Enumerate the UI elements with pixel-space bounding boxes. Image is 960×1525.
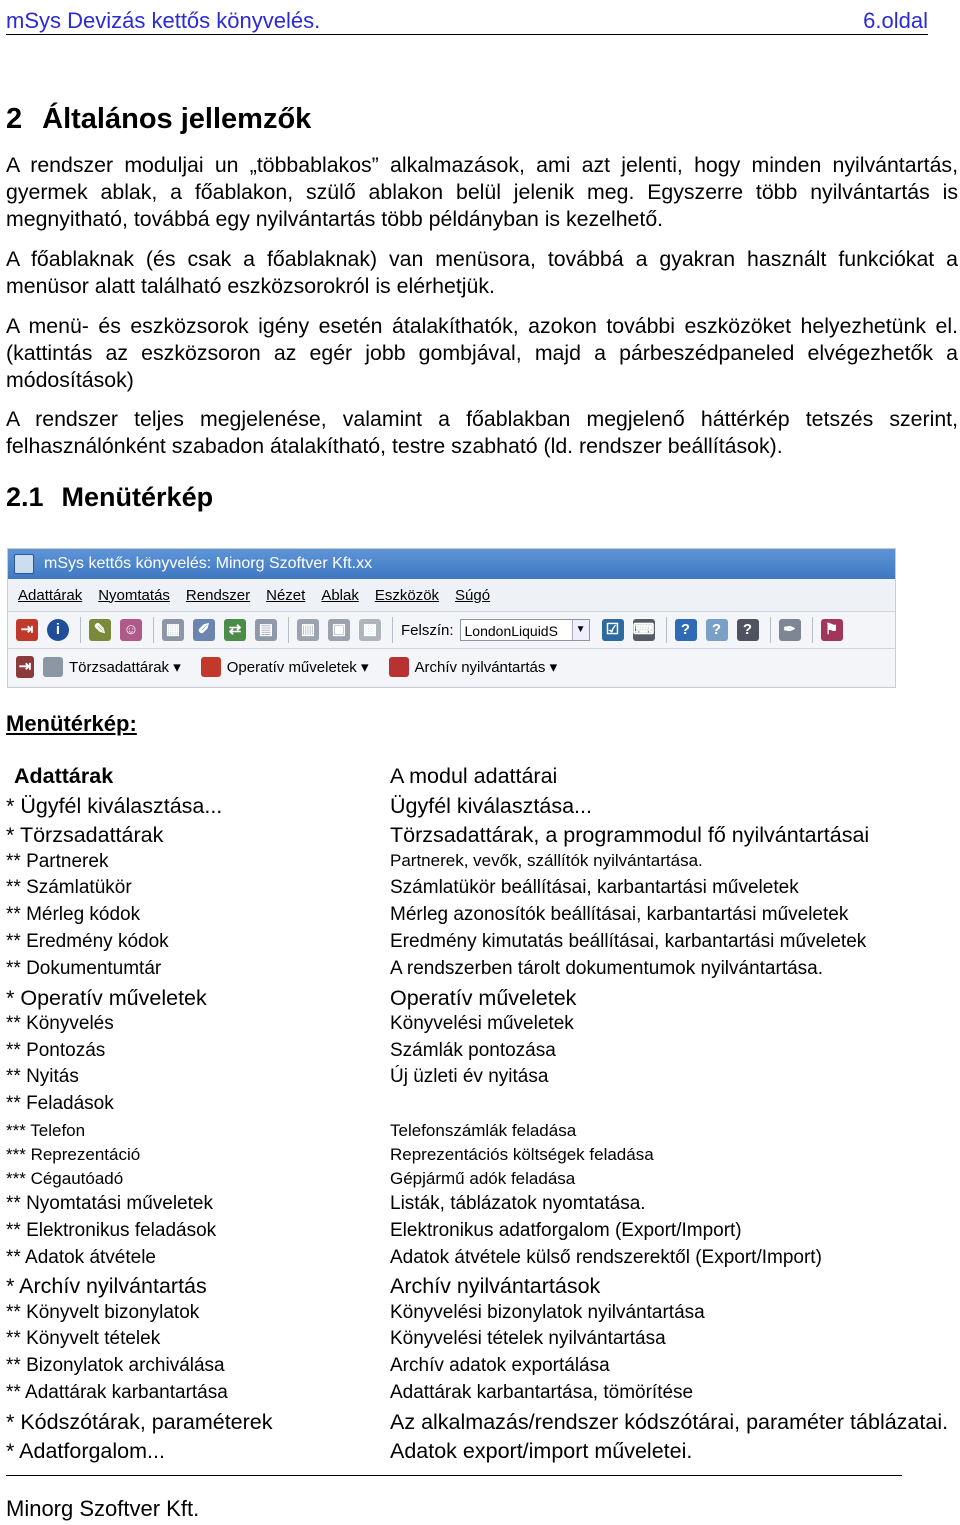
chevron-down-icon[interactable]: ▼ <box>572 620 589 640</box>
menu-item-description: Partnerek, vevők, szállítók nyilvántartása. <box>390 851 703 870</box>
help-icon[interactable]: ? <box>675 619 697 641</box>
app-icon <box>14 554 34 574</box>
menu-item-name: ** Dokumentumtár <box>6 958 162 979</box>
window-icon[interactable]: ▤ <box>255 619 277 641</box>
section-number: 2 <box>6 103 23 135</box>
menu-item-name: ** Könyvelés <box>6 1013 114 1034</box>
torzsadattarak-label: Törzsadattárak <box>69 658 170 676</box>
toolbar-separator <box>770 617 771 643</box>
torzsadattarak-button[interactable]: Törzsadattárak ▾ <box>43 657 181 677</box>
module-toolbar <box>8 649 895 685</box>
arrange-icon[interactable]: ▩ <box>359 619 381 641</box>
menu-item-name: *** Telefon <box>6 1121 86 1140</box>
header-title: mSys Devizás kettős könyvelés. <box>6 8 321 33</box>
toolbar-separator <box>812 617 813 643</box>
flag-icon[interactable]: ⚑ <box>821 619 843 641</box>
menu-item-description: Ügyfél kiválasztása... <box>390 794 592 818</box>
transfer-icon[interactable]: ⇄ <box>224 619 246 641</box>
grip-icon: ⇥ <box>16 656 34 678</box>
menu-item-name: * Archív nyilvántartás <box>6 1274 207 1298</box>
menu-item-name: * Törzsadattárak <box>6 823 164 847</box>
menu-item-name: * Ügyfél kiválasztása... <box>6 794 223 818</box>
menu-bar <box>8 579 895 612</box>
paragraph-2: A főablaknak (és csak a főablaknak) van menüsora, továbbá a gyakran használt funkciókat a menüsor alatt található eszközsorokról is elérhetjük. <box>6 247 958 298</box>
menu-adattarak[interactable]: Adattárak <box>18 586 83 604</box>
tile-icon[interactable]: ▥ <box>297 619 319 641</box>
skin-select[interactable] <box>460 619 590 641</box>
menu-item-description: A rendszerben tárolt dokumentumok nyilvántartása. <box>390 958 824 979</box>
menu-item-description: Adatok átvétele külső rendszerektől (Export/Import) <box>390 1247 822 1268</box>
menu-item-description: Számlák pontozása <box>390 1040 556 1061</box>
tools-icon[interactable]: ✎ <box>89 619 111 641</box>
question-icon[interactable]: ? <box>737 619 759 641</box>
menu-item-description: Könyvelési bizonylatok nyilvántartása <box>390 1302 705 1323</box>
menu-item-description: Adatok export/import műveletei. <box>390 1439 693 1463</box>
app-screenshot <box>7 548 896 688</box>
menu-item-description: Számlatükör beállításai, karbantartási műveletek <box>390 877 799 898</box>
menu-item-name: ** Partnerek <box>6 851 109 872</box>
menu-item-description: Elektronikus adatforgalom (Export/Import) <box>390 1220 742 1241</box>
edit-icon[interactable]: ✐ <box>193 619 215 641</box>
skin-label: Felszín: <box>401 621 454 639</box>
menu-item-description: Operatív műveletek <box>390 986 577 1010</box>
menu-item-name: * Adatforgalom... <box>6 1439 165 1463</box>
menu-item-description: Könyvelési tételek nyilvántartása <box>390 1328 666 1349</box>
menu-item-name: *** Cégautóadó <box>6 1169 124 1188</box>
archiv-nyilvantartas-button[interactable]: Archív nyilvántartás ▾ <box>389 657 558 677</box>
menu-item-name: ** Nyomtatási műveletek <box>6 1193 213 1214</box>
menu-item-name: ** Adattárak karbantartása <box>6 1382 228 1403</box>
info-icon[interactable]: i <box>47 619 69 641</box>
toolbar-separator <box>392 617 393 643</box>
subsection-title: Menütérkép <box>61 482 214 512</box>
menu-item-description: Archív adatok exportálása <box>390 1355 610 1376</box>
menu-item-name: ** Könyvelt bizonylatok <box>6 1302 200 1323</box>
menu-item-description: Reprezentációs költségek feladása <box>390 1145 654 1164</box>
toolbar-separator <box>288 617 289 643</box>
menu-item-name: Adattárak <box>14 764 114 788</box>
subsection-number: 2.1 <box>6 482 44 512</box>
cascade-icon[interactable]: ▣ <box>328 619 350 641</box>
menu-item-name: ** Könyvelt tételek <box>6 1328 161 1349</box>
archive-icon <box>389 657 409 677</box>
menu-item-name: ** Számlatükör <box>6 877 132 898</box>
exit-icon[interactable]: ⇥ <box>16 619 38 641</box>
menu-item-name: * Operatív műveletek <box>6 986 207 1010</box>
page-number: 6.oldal <box>863 8 928 33</box>
paragraph-3: A menü- és eszközsorok igény esetén átalakíthatók, azokon további eszközöket helyezhetünk el. (kattintás az eszközsoron az egér jobb gombjával, majd a párbeszédpaneled elvégezhetők a módosítások) <box>6 314 958 392</box>
menu-item-description: Archív nyilvántartások <box>390 1274 601 1298</box>
menu-item-description: Törzsadattárak, a programmodul fő nyilvántartásai <box>390 823 870 847</box>
skin-select-value: LondonLiquidS <box>464 623 558 639</box>
menu-item-name: ** Adatok átvétele <box>6 1247 156 1268</box>
menu-item-description: Adattárak karbantartása, tömörítése <box>390 1382 694 1403</box>
footer-text: Minorg Szoftver Kft. <box>6 1496 200 1521</box>
menu-item-description: Telefonszámlák feladása <box>390 1121 577 1140</box>
grid-icon[interactable]: ▦ <box>162 619 184 641</box>
context-help-icon[interactable]: ? <box>706 619 728 641</box>
window-title: mSys kettős könyvelés: Minorg Szoftver Kft.xx <box>44 555 373 572</box>
page-header <box>6 4 928 35</box>
menu-item-description: Új üzleti év nyitása <box>390 1066 549 1087</box>
menu-nyomtatas[interactable]: Nyomtatás <box>98 586 170 604</box>
users-icon[interactable]: ☺ <box>120 619 142 641</box>
menu-item-description: Az alkalmazás/rendszer kódszótárai, paraméter táblázatai. <box>390 1410 949 1434</box>
menu-item-name: ** Elektronikus feladások <box>6 1220 217 1241</box>
paragraph-4: A rendszer teljes megjelenése, valamint a főablakban megjelenő háttérkép tetszés szerint, felhasználónként szabadon átalakítható, testre szabható (ld. rendszer beállítások). <box>6 407 958 458</box>
menu-ablak[interactable]: Ablak <box>321 586 359 604</box>
menu-item-description: Eredmény kimutatás beállításai, karbantartási műveletek <box>390 931 867 952</box>
menu-item-description: A modul adattárai <box>390 764 558 788</box>
menu-item-name: ** Bizonylatok archiválása <box>6 1355 225 1376</box>
menu-rendszer[interactable]: Rendszer <box>185 586 251 604</box>
menu-item-name: ** Nyitás <box>6 1066 79 1087</box>
operations-icon <box>201 657 221 677</box>
menu-eszkozok[interactable]: Eszközök <box>374 586 440 604</box>
section-title: Általános jellemzők <box>42 103 312 135</box>
table-icon <box>43 657 63 677</box>
toolbar-separator <box>153 617 154 643</box>
menu-item-description: Mérleg azonosítók beállításai, karbantartási műveletek <box>390 904 849 925</box>
paragraph-1: A rendszer moduljai un „többablakos” alkalmazások, ami azt jelenti, hogy minden nyilvántartás, gyermek ablak, a főablakon, szülő ablakon belül jelenik meg. Egyszerre több nyilvántartás is megnyitható, továbbá egy nyilvántartás több példányban is kezelhető. <box>6 153 958 231</box>
operativ-muveletek-button[interactable]: Operatív műveletek ▾ <box>201 657 369 677</box>
menu-sugo[interactable]: Súgó <box>455 586 491 604</box>
section-heading <box>6 103 311 136</box>
menu-item-description: Gépjármű adók feladása <box>390 1169 576 1188</box>
operativ-muveletek-label: Operatív műveletek <box>226 658 357 676</box>
menu-nezet[interactable]: Nézet <box>266 586 306 604</box>
pen-icon[interactable]: ✒ <box>779 619 801 641</box>
main-toolbar <box>8 612 895 649</box>
menu-item-name: ** Pontozás <box>6 1040 106 1061</box>
menu-item-name: ** Mérleg kódok <box>6 904 141 925</box>
subsection-heading <box>6 482 213 513</box>
menu-item-description: Listák, táblázatok nyomtatása. <box>390 1193 646 1214</box>
menu-item-name: *** Reprezentáció <box>6 1145 141 1164</box>
toolbar-separator <box>666 617 667 643</box>
archiv-nyilvantartas-label: Archív nyilvántartás <box>414 658 546 676</box>
toolbar-separator <box>80 617 81 643</box>
menu-item-name: ** Feladások <box>6 1093 114 1114</box>
menu-item-name: ** Eredmény kódok <box>6 931 169 952</box>
menu-item-name: * Kódszótárak, paraméterek <box>6 1410 273 1434</box>
menumap-heading: Menütérkép: <box>6 711 137 736</box>
checklist-icon[interactable]: ☑ <box>602 619 624 641</box>
footer-rule <box>6 1475 902 1476</box>
menu-item-description: Könyvelési műveletek <box>390 1013 574 1034</box>
window-titlebar <box>8 549 895 579</box>
keyboard-icon[interactable]: ⌨ <box>633 619 655 641</box>
